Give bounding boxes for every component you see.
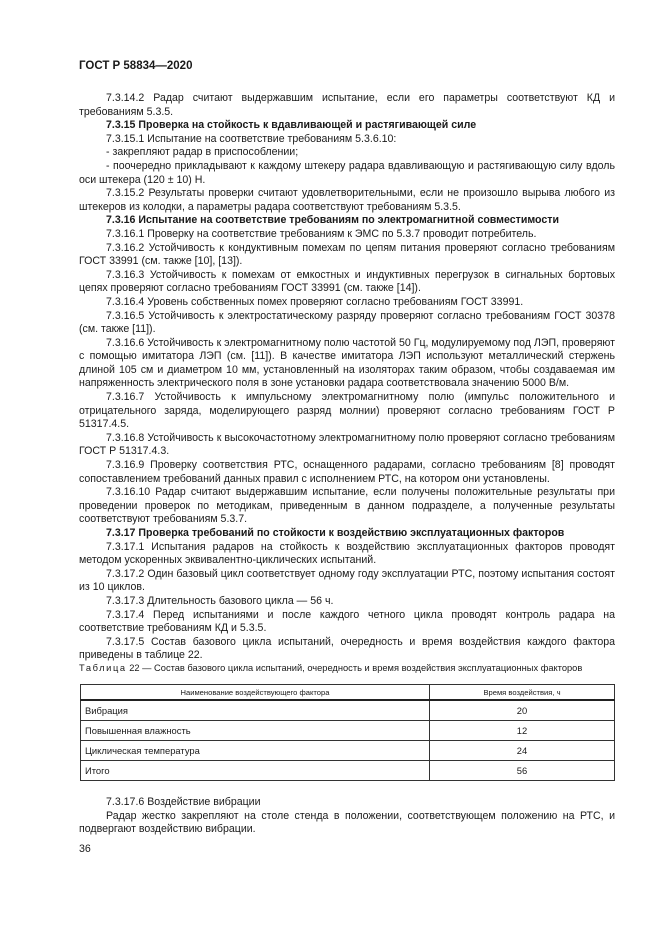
section-heading: 7.3.16 Испытание на соответствие требованиям по электромагнитной совместимости — [106, 214, 559, 227]
paragraph: 7.3.15.2 Результаты проверки считают удовлетворительными, если не произошло вырыва любого из штекеров из колодки, а параметры радара соответствуют требованиям 5.3.5. — [79, 187, 615, 213]
paragraph: 7.3.17.2 Один базовый цикл соответствует одному году эксплуатации РТС, поэтому испытания состоят из 10 циклов. — [79, 567, 615, 594]
table-row — [81, 721, 615, 741]
table-caption-label: Таблица — [79, 663, 127, 673]
section-heading: 7.3.17 Проверка требований по стойкости к воздействию эксплуатационных факторов — [106, 527, 565, 539]
paragraph: 7.3.16.6 Устойчивость к электромагнитному полю частотой 50 Гц, модулируемому под ЛЭП, проверяют с помощью имитатора ЛЭП (см. [11]). В качестве имитатора ЛЭП используют металлический стержень длиной 105 см и диаметром 10 мм, установленный на изоляторах таким образом, чтобы создаваемая им напряженность электрического поля в зоне установки радара соответствовала значению 5000 В/м. — [79, 336, 615, 390]
list-item: - поочередно прикладывают к каждому штекеру радара вдавливающую и растягивающую силу вдоль оси штекера (120 ± 10) Н. — [79, 159, 615, 186]
page-number: 36 — [79, 843, 91, 855]
table-caption-text: 22 — Состав базового цикла испытаний, очередность и время воздействия эксплуатационных факторов — [129, 663, 583, 673]
table-row — [81, 700, 615, 721]
paragraph: 7.3.16.7 Устойчивость к импульсному электромагнитному полю (импульс положительного и отрицательного заряда, моделирующего разряд молнии) проверяют согласно требованиям ГОСТ Р 51317.4.5. — [79, 391, 615, 431]
table-row-total — [81, 761, 615, 781]
table-cell-factor: Циклическая температура — [81, 741, 430, 761]
table-cell-time: 20 — [430, 700, 615, 721]
paragraph: 7.3.17.5 Состав базового цикла испытаний, очередность и время воздействия каждого фактора приведены в таблице 22. — [79, 635, 615, 662]
factors-table — [80, 684, 615, 781]
table-header-factor: Наименование воздействующего фактора — [81, 685, 430, 701]
table-cell-time: 12 — [430, 721, 615, 741]
paragraph: 7.3.16.5 Устойчивость к электростатическому разряду проверяют согласно требованиям ГОСТ 30378 (см. также [11]). — [79, 309, 615, 336]
document-body — [79, 92, 615, 663]
paragraph: 7.3.16.1 Проверку на соответствие требованиям к ЭМС по 5.3.7 проводит потребитель. — [106, 227, 537, 240]
table-cell-time: 24 — [430, 741, 615, 761]
after-table-text — [79, 796, 615, 837]
paragraph: Радар жестко закрепляют на столе стенда в положении, соответствующем положению на РТС, и подвергают воздействию вибрации. — [79, 809, 615, 836]
table-cell-factor: Вибрация — [81, 700, 430, 721]
paragraph: 7.3.16.4 Уровень собственных помех проверяют согласно требованиям ГОСТ 33991. — [106, 295, 524, 308]
paragraph: 7.3.16.9 Проверку соответствия РТС, оснащенного радарами, согласно требованиям [8] проводят сопоставлением требований данных правил с исполнением РТС, на котором они установлены. — [79, 459, 615, 485]
paragraph: 7.3.14.2 Радар считают выдержавшим испытание, если его параметры соответствуют КД и требованиям 5.3.5. — [79, 92, 615, 118]
table-caption — [79, 663, 619, 673]
table-cell-factor: Итого — [81, 761, 430, 781]
table-cell-factor: Повышенная влажность — [81, 721, 430, 741]
table-cell-time: 56 — [430, 761, 615, 781]
section-heading: 7.3.15 Проверка на стойкость к вдавливающей и растягивающей силе — [106, 119, 477, 132]
paragraph: 7.3.17.1 Испытания радаров на стойкость к воздействию эксплуатационных факторов проводят методом ускоренных эквивалентно-циклических испытаний. — [79, 540, 615, 567]
paragraph: 7.3.16.3 Устойчивость к помехам от емкостных и индуктивных перегрузок в сигнальных бортовых цепях проверяют согласно требованиям ГОСТ 33991 (см. также [14]). — [79, 268, 615, 295]
paragraph: 7.3.16.8 Устойчивость к высокочастотному электромагнитному полю проверяют согласно требованиям ГОСТ Р 51317.4.3. — [79, 431, 615, 458]
paragraph: 7.3.17.6 Воздействие вибрации — [106, 796, 261, 808]
table-row — [81, 741, 615, 761]
paragraph: 7.3.17.3 Длительность базового цикла — 56 ч. — [106, 594, 334, 607]
paragraph: 7.3.16.10 Радар считают выдержавшим испытание, если получены положительные результаты при проведении проверок по методикам, приведенным в данном подразделе, а полученные результаты соответствуют требованиям 5.3.7. — [79, 486, 615, 526]
paragraph: 7.3.17.4 Перед испытаниями и после каждого четного цикла проводят контроль радара на соответствие требованиям КД и 5.3.5. — [79, 608, 615, 635]
paragraph: 7.3.15.1 Испытание на соответствие требованиям 5.3.6.10: — [106, 132, 397, 145]
table-header-row — [81, 685, 615, 701]
paragraph: 7.3.16.2 Устойчивость к кондуктивным помехам по цепям питания проверяют согласно требованиям ГОСТ 33991 (см. также [10], [13]). — [79, 241, 615, 268]
list-item: - закрепляют радар в приспособлении; — [106, 146, 299, 159]
table-header-time: Время воздействия, ч — [430, 685, 615, 701]
document-header: ГОСТ Р 58834—2020 — [79, 60, 193, 72]
